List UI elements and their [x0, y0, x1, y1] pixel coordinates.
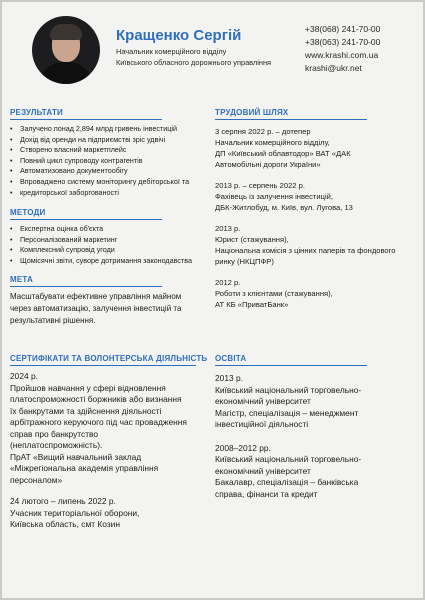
education-rule	[215, 365, 367, 366]
entry-line: справа, фінанси та кредит	[215, 488, 318, 499]
entry-line: Учасник територіальної оборони,	[10, 507, 140, 518]
certificates-heading: СЕРТИФІКАТИ ТА ВОЛОНТЕРСЬКА ДІЯЛЬНІСТЬ	[10, 354, 208, 363]
certificate-entry	[10, 371, 215, 486]
entry-line: справ про банкрутство	[10, 428, 99, 439]
entry-line: їх банкрутами та здійснення діяльності	[10, 405, 162, 416]
results-heading: РЕЗУЛЬТАТИ	[10, 108, 64, 117]
resume-page	[2, 2, 423, 598]
entry-line: Бакалавр, спеціалізація – банківська	[215, 477, 359, 487]
methods-rule	[10, 219, 162, 220]
entry-line: Магістр, спеціалізація – менеджмент	[215, 407, 359, 418]
list-item: • Комплексний супровід угоди	[10, 245, 210, 256]
entry-line: 2008–2012 рр.	[215, 442, 271, 453]
entry-line: ПрАТ «Вищий навчальний заклад	[10, 451, 142, 462]
certificate-entry	[10, 496, 215, 531]
entry-line: персоналом»	[10, 474, 63, 485]
goal-heading: МЕТА	[10, 275, 33, 284]
experience-entry	[215, 223, 420, 267]
entry-line: ДП «Київський облавтодор» ВАТ «ДАК	[215, 149, 351, 158]
entry-line: Начальник комерційного відділу,	[215, 138, 330, 147]
entry-line: Фахівець із залучення інвестицій,	[215, 192, 334, 201]
list-item: • Повний цикл супроводу контрагентів	[10, 156, 210, 167]
entry-line: Київський національний торговельно-	[215, 384, 362, 395]
list-item: • Персоналізований маркетинг	[10, 235, 210, 246]
experience-list	[215, 126, 420, 320]
entry-line: 2012 р.	[215, 278, 241, 287]
list-item: • Впроваджено систему моніторингу дебіторської та	[10, 177, 210, 188]
goal-text	[10, 291, 215, 327]
entry-line: 2013 р. – серпень 2022 р.	[215, 181, 305, 190]
goal-line: Масштабувати ефективне управління майном	[10, 292, 182, 301]
person-name: Кращенко Сергій	[116, 27, 242, 44]
entry-line: Київський національний торговельно-	[215, 454, 362, 464]
education-entry	[215, 373, 420, 431]
experience-heading: ТРУДОВИЙ ШЛЯХ	[215, 108, 289, 117]
education-list	[215, 373, 420, 510]
entry-line: 2013 р.	[215, 373, 243, 383]
entry-line: економічний університет	[215, 465, 311, 476]
phone-2: +38(063) 241-70-00	[305, 37, 381, 47]
entry-line: Пройшов навчання у сфері відновлення	[10, 382, 166, 393]
education-entry	[215, 443, 420, 501]
education-heading: ОСВІТА	[215, 354, 247, 363]
results-rule	[10, 119, 162, 120]
job-title-line: Начальник комерційного відділу	[116, 47, 227, 56]
experience-entry	[215, 126, 420, 170]
goal-line: результативні рішення.	[10, 316, 96, 325]
list-item: • Автоматизовано документообігу	[10, 166, 210, 177]
entry-line: 2013 р.	[215, 224, 241, 233]
methods-list	[10, 224, 210, 266]
experience-rule	[215, 119, 367, 120]
email-link[interactable]: krashi@ukr.net	[305, 63, 362, 73]
list-item: • Створено власний маркетплейс	[10, 145, 210, 156]
photo-hair-shape	[50, 24, 82, 40]
profile-photo	[32, 16, 100, 84]
certificates-list	[10, 371, 215, 541]
methods-heading: МЕТОДИ	[10, 208, 46, 217]
entry-line: економічний університет	[215, 396, 311, 406]
entry-line: інвестиційної діяльності	[215, 419, 309, 429]
list-item: • Щомісячні звіти, суворе дотримання законодавства	[10, 256, 210, 267]
website-link[interactable]: www.krashi.com.ua	[305, 50, 379, 60]
phone-1: +38(068) 241-70-00	[305, 24, 381, 34]
entry-line: ДБК-Житлобуд, м. Київ, вул. Лугова, 13	[215, 203, 353, 212]
entry-line: 2024 р.	[10, 371, 38, 381]
entry-line: Автомобільні дороги України»	[215, 160, 321, 169]
entry-line: АТ КБ «ПриватБанк»	[215, 300, 289, 309]
results-list	[10, 124, 210, 198]
goal-rule	[10, 286, 162, 287]
contacts	[305, 23, 380, 75]
entry-line: Юрист (стажування),	[215, 235, 289, 244]
entry-line: (неплатоспроможність).	[10, 440, 103, 450]
entry-line: 24 лютого – липень 2022 р.	[10, 496, 116, 506]
entry-line: 3 серпня 2022 р. – дотепер	[215, 127, 311, 136]
entry-line: платоспроможності боржників або визнання	[10, 394, 182, 404]
certificates-rule	[10, 365, 196, 366]
experience-entry	[215, 277, 420, 310]
list-item: • Залучено понад 2,894 млрд гривень інвестицій	[10, 124, 210, 135]
photo-body-shape	[38, 62, 94, 84]
list-item: • Експертна оцінка об'єкта	[10, 224, 210, 235]
entry-line: ринку (НКЦПФР)	[215, 257, 274, 266]
list-item: • Дохід від оренди на підприємстві зріс удвічі	[10, 135, 210, 146]
entry-line: «Міжрегіональна академія управління	[10, 463, 159, 473]
job-title-line: Київського обласного дорожнього управління	[116, 58, 272, 67]
entry-line: Роботи з клієнтами (стажування),	[215, 289, 333, 298]
job-title	[116, 46, 316, 68]
goal-line: через автоматизацію, залучення інвестицій та	[10, 304, 182, 313]
entry-line: Київська область, смт Козин	[10, 519, 120, 529]
experience-entry	[215, 180, 420, 213]
list-item-continuation: • кредиторської заборгованості	[10, 188, 210, 199]
entry-line: арбітражного керуючого під час провадження	[10, 417, 187, 427]
entry-line: Національна комісія з цінних паперів та фондового	[215, 246, 396, 255]
